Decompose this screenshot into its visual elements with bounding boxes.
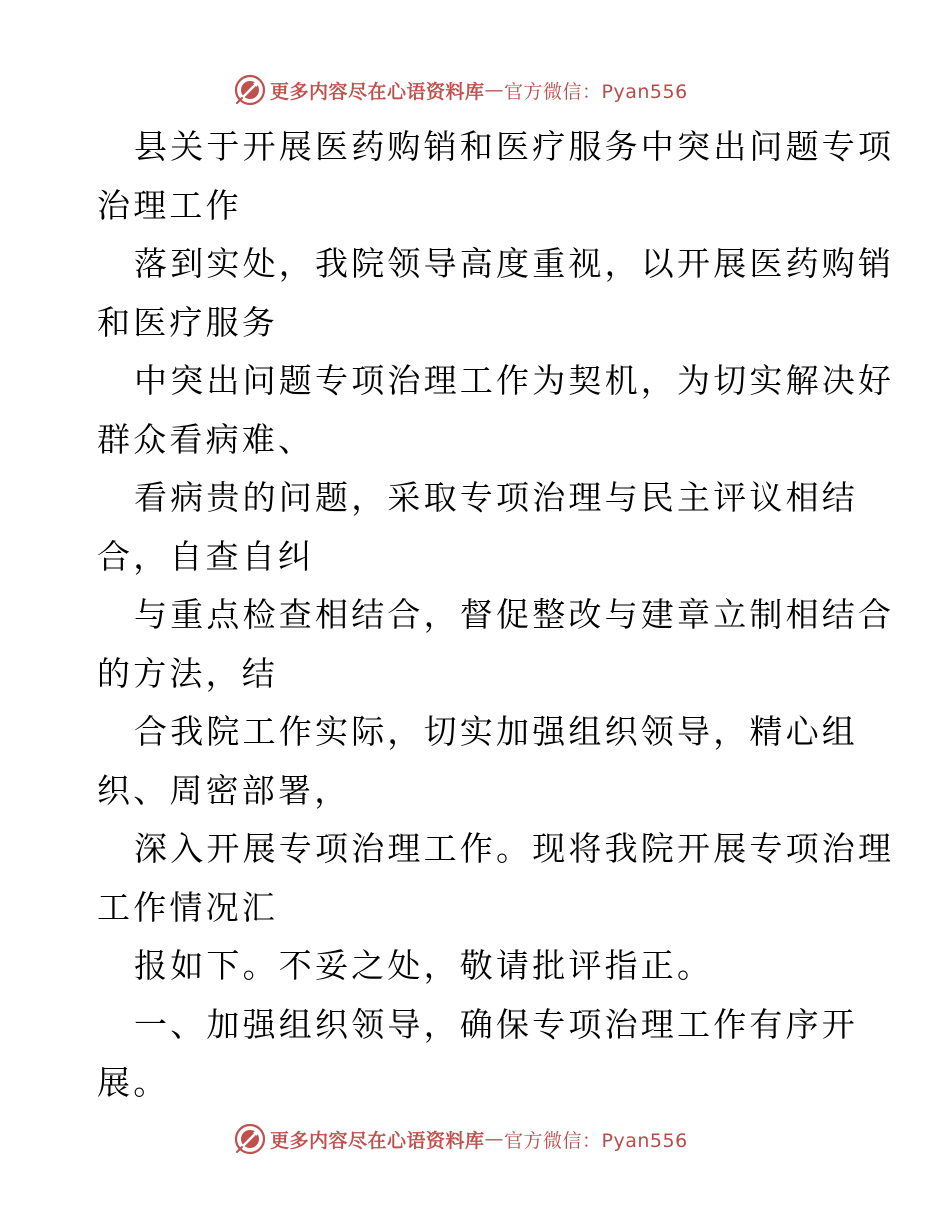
document-body [97, 118, 895, 1113]
paragraph-1 [97, 118, 895, 235]
paragraph-3 [97, 352, 895, 469]
paragraph-line: 一、加强组织领导，确保专项治理工作有序开 [134, 1004, 858, 1044]
paragraph-line: 报如下。不妥之处，敬请批评指正。 [134, 946, 714, 985]
footer-wechat: 官方微信：Pyan556 [504, 1129, 688, 1152]
header-banner [234, 73, 688, 107]
paragraph-line: 县关于开展医药购销和医疗服务中突出问题专项 [134, 127, 895, 166]
paragraph-line: 群众看病难、 [97, 419, 315, 459]
paragraph-6 [97, 703, 857, 820]
paragraph-9 [97, 996, 857, 1113]
paragraph-5 [97, 586, 895, 703]
header-dash: — [484, 79, 505, 101]
paragraph-line: 的方法，结 [97, 653, 278, 693]
footer-banner [234, 1122, 688, 1156]
header-wechat: 官方微信：Pyan556 [504, 80, 688, 103]
paragraph-line: 工作情况汇 [97, 887, 278, 927]
paragraph-line: 合，自查自纠 [97, 536, 315, 576]
paragraph-line: 织、周密部署， [97, 770, 351, 810]
paragraph-line: 中突出问题专项治理工作为契机，为切实解决好 [134, 361, 895, 400]
footer-site-name: 更多内容尽在心语资料库 [270, 1129, 485, 1152]
paragraph-line: 落到实处，我院领导高度重视，以开展医药购销 [134, 244, 895, 283]
paragraph-line: 展。 [97, 1063, 170, 1102]
paragraph-line: 看病贵的问题，采取专项治理与民主评议相结 [134, 478, 858, 517]
logo-icon [234, 74, 266, 106]
paragraph-line: 和医疗服务 [97, 302, 278, 342]
paragraph-line: 深入开展专项治理工作。现将我院开展专项治理 [134, 829, 895, 868]
paragraph-7 [97, 820, 895, 937]
paragraph-4 [97, 469, 857, 586]
paragraph-8 [97, 937, 857, 996]
header-site-name: 更多内容尽在心语资料库 [270, 80, 485, 103]
paragraph-2 [97, 235, 895, 352]
paragraph-line: 与重点检查相结合，督促整改与建章立制相结合 [134, 595, 895, 634]
paragraph-line: 合我院工作实际，切实加强组织领导，精心组 [134, 712, 858, 751]
footer-dash: — [484, 1128, 505, 1150]
logo-icon [234, 1123, 266, 1155]
paragraph-line: 治理工作 [97, 185, 242, 225]
